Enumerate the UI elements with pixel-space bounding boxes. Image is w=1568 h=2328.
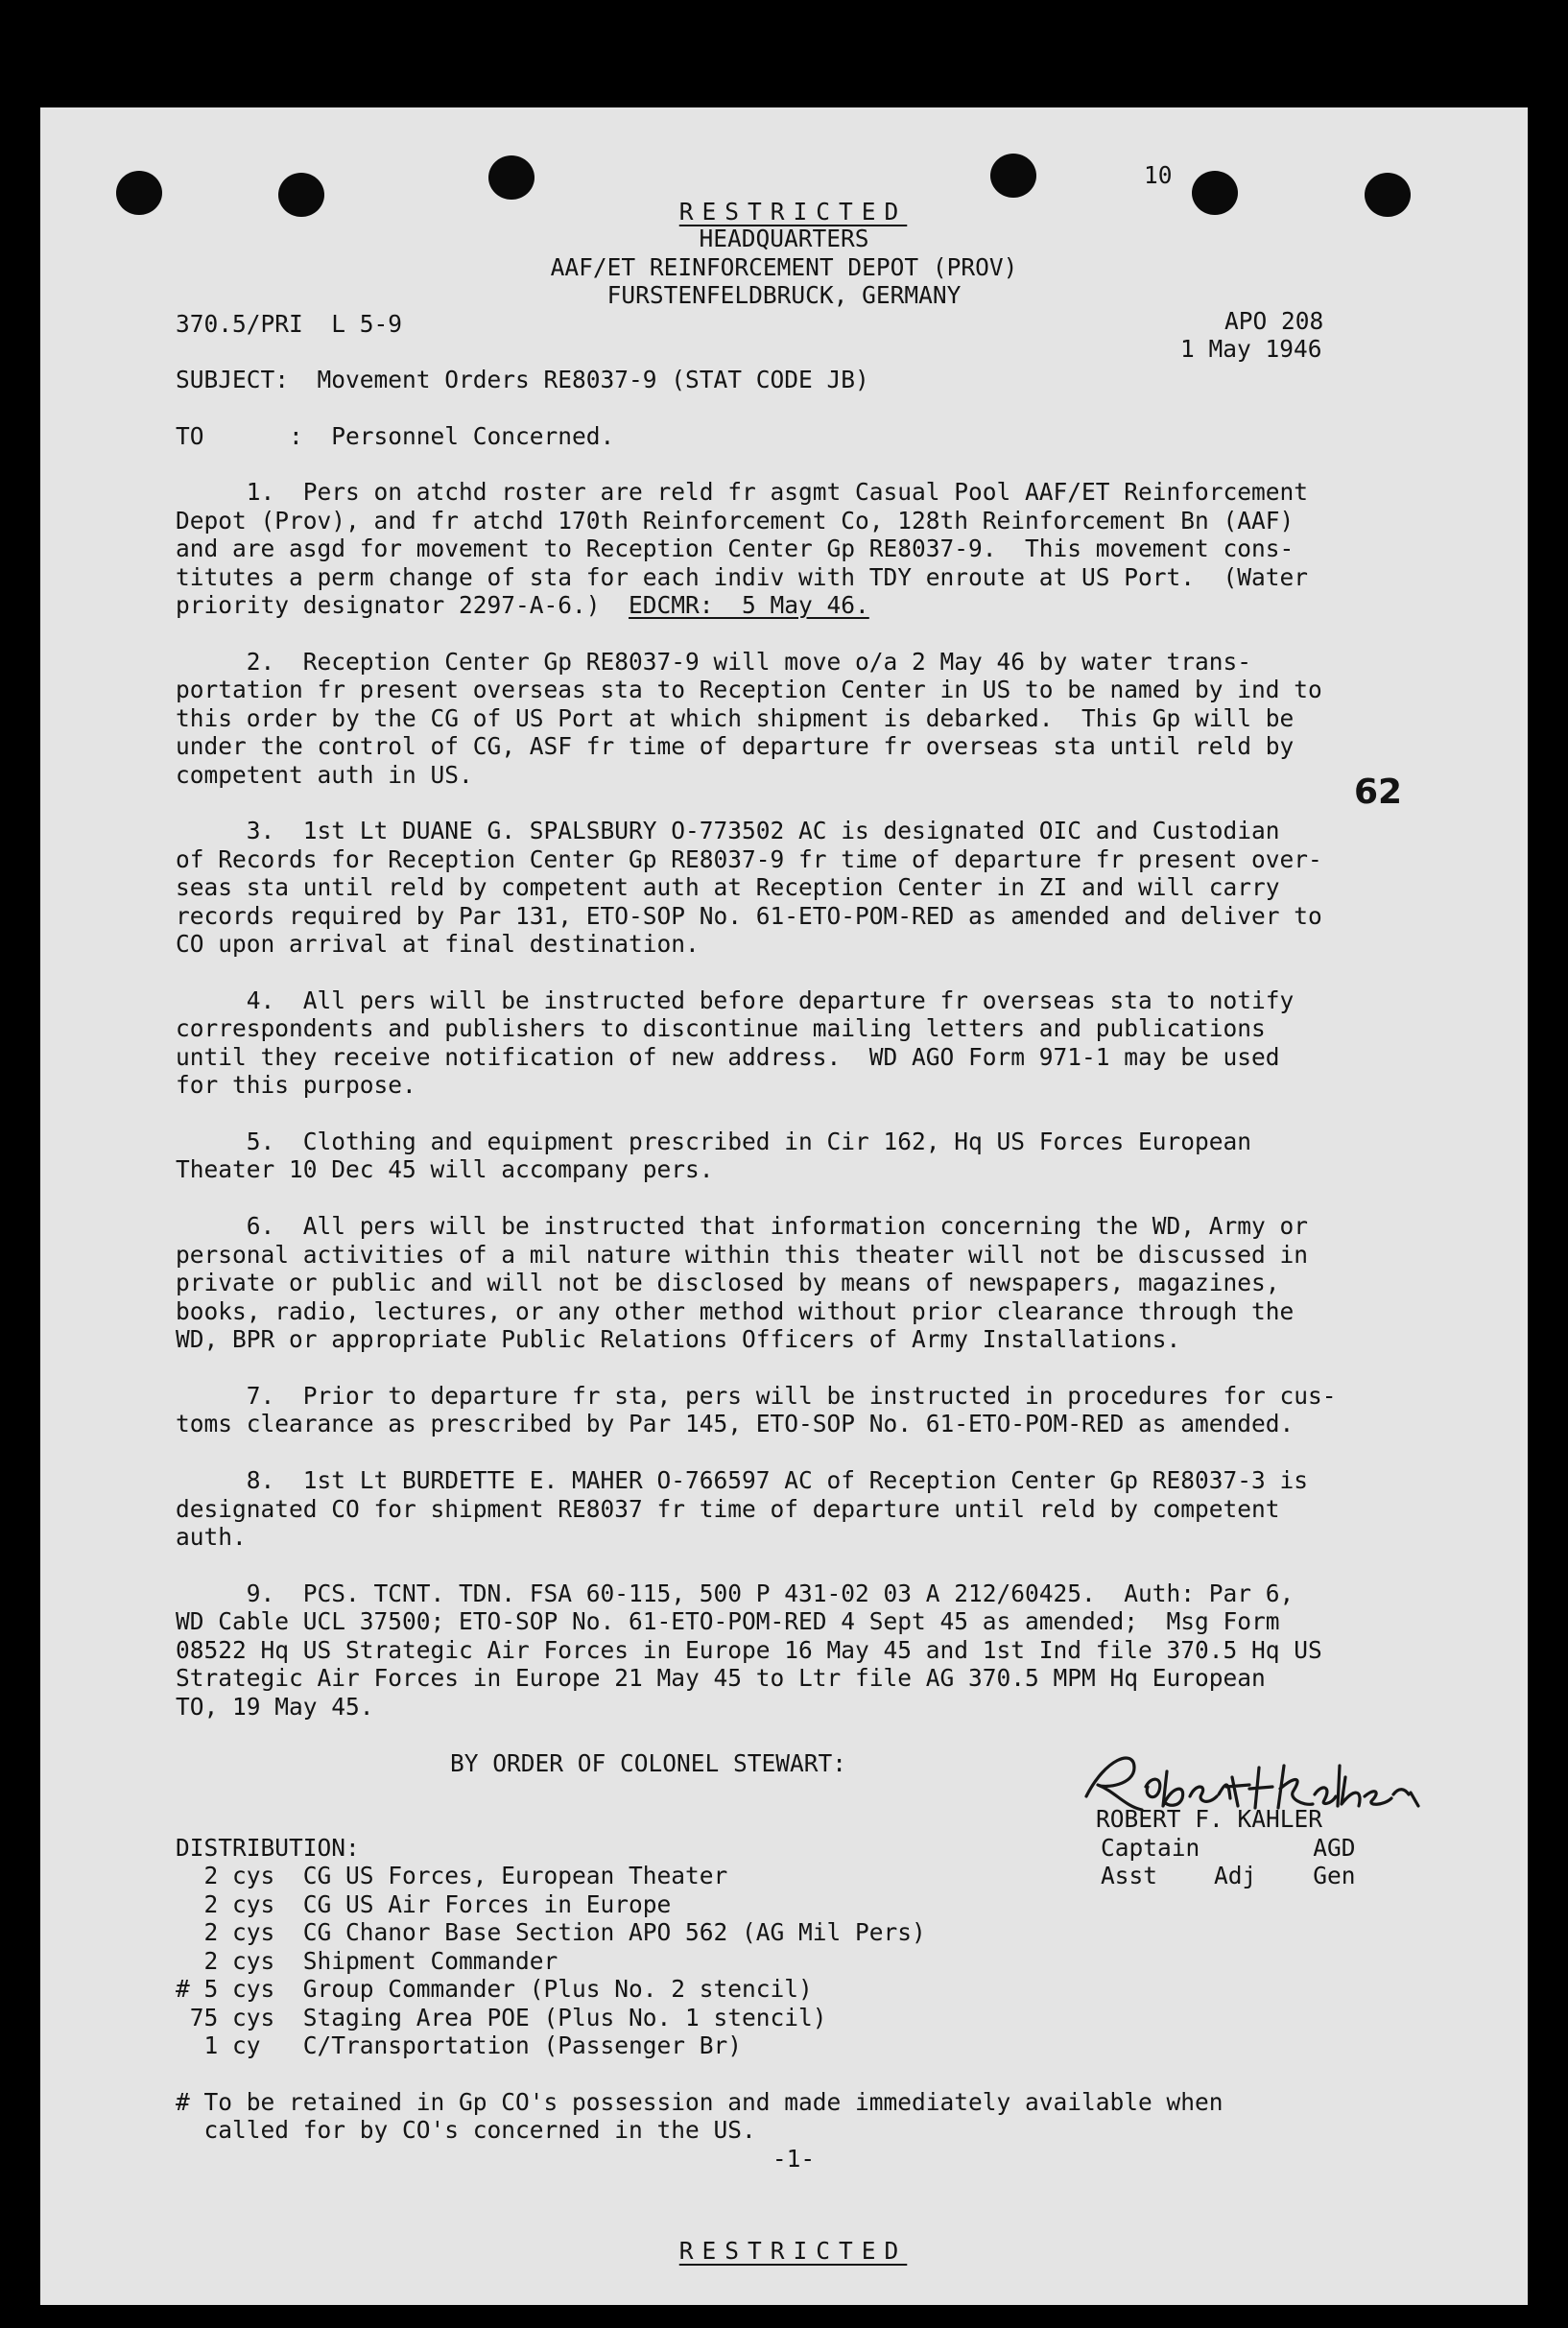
distribution-line: 2 cys CG US Forces, European Theater [176,1862,728,1889]
paragraph-line: competent auth in US. [176,761,473,789]
to-line: TO : Personnel Concerned. [176,422,615,450]
org-heading: HEADQUARTERS [699,225,869,252]
paragraph-line: 8. 1st Lt BURDETTE E. MAHER O-766597 AC of Reception Center Gp RE8037-3 is [176,1466,1309,1494]
distribution-line: 1 cy C/Transportation (Passenger Br) [176,2031,743,2059]
paragraph-line: WD, BPR or appropriate Public Relations Officers of Army Installations. [176,1325,1181,1353]
edcmr-date: EDCMR: 5 May 46. [629,591,869,619]
paragraph-line: Strategic Air Forces in Europe 21 May 45 to Ltr file AG 370.5 MPM Hq European [176,1664,1266,1692]
signer-title: Asst Adj Gen [1101,1862,1356,1889]
paragraph-line: WD Cable UCL 37500; ETO-SOP No. 61-ETO-POM-RED 4 Sept 45 as amended; Msg Form [176,1607,1280,1635]
paragraph-line: records required by Par 131, ETO-SOP No. 61-ETO-POM-RED as amended and deliver to [176,902,1322,930]
apo-number: APO 208 [1224,307,1324,335]
paragraph-line: books, radio, lectures, or any other method without prior clearance through the [176,1297,1295,1325]
paragraph-line: designated CO for shipment RE8037 fr time of departure until reld by competent [176,1495,1280,1523]
margin-number: 62 [1354,772,1403,812]
signer-name: ROBERT F. KAHLER [1096,1805,1323,1833]
distribution-heading: DISTRIBUTION: [176,1834,360,1862]
paragraph-line: 08522 Hq US Strategic Air Forces in Europe 16 May 45 and 1st Ind file 370.5 Hq US [176,1636,1322,1664]
paragraph-line: 5. Clothing and equipment prescribed in Cir 162, Hq US Forces European [176,1128,1252,1155]
priority-designator: priority designator 2297-A-6.) [176,591,630,619]
paragraph-line: Theater 10 Dec 45 will accompany pers. [176,1155,714,1183]
paragraph-line: of Records for Reception Center Gp RE8037-9 fr time of departure fr present over- [176,845,1322,873]
paragraph-line [176,591,869,619]
paragraph-line: 3. 1st Lt DUANE G. SPALSBURY O-773502 AC is designated OIC and Custodian [176,817,1280,844]
paragraph-line: auth. [176,1523,247,1551]
paragraph-line: 2. Reception Center Gp RE8037-9 will move o/a 2 May 46 by water trans- [176,648,1252,676]
distribution-line: 2 cys CG Chanor Base Section APO 562 (AG Mil Pers) [176,1918,926,1946]
footnote-line: called for by CO's concerned in the US. [176,2116,756,2144]
distribution-line: # 5 cys Group Commander (Plus No. 2 stencil) [176,1975,813,2003]
paragraph-line: TO, 19 May 45. [176,1693,374,1721]
paragraph-line: CO upon arrival at final destination. [176,930,700,958]
paragraph-line: personal activities of a mil nature within this theater will not be discussed in [176,1241,1309,1269]
signer-rank: Captain AGD [1101,1834,1356,1862]
distribution-line: 2 cys CG US Air Forces in Europe [176,1890,672,1918]
org-name: AAF/ET REINFORCEMENT DEPOT (PROV) [550,253,1018,281]
paragraph-line: until they receive notification of new address. WD AGO Form 971-1 may be used [176,1043,1280,1071]
paragraph-line: private or public and will not be disclosed by means of newspapers, magazines, [176,1269,1280,1296]
page-number: -1- [772,2145,816,2173]
paragraph-line: 7. Prior to departure fr sta, pers will be instructed in procedures for cus- [176,1382,1337,1410]
classification-top: RESTRICTED [678,198,908,226]
page-mark: 10 [1144,161,1173,189]
paragraph-line: under the control of CG, ASF fr time of departure fr overseas sta until reld by [176,732,1295,760]
subject-line: SUBJECT: Movement Orders RE8037-9 (STAT CODE JB) [176,366,869,393]
paragraph-line: for this purpose. [176,1071,416,1099]
paragraph-line: Depot (Prov), and fr atchd 170th Reinforcement Co, 128th Reinforcement Bn (AAF) [176,507,1295,534]
document-date: 1 May 1946 [1180,335,1322,363]
paragraph-line: this order by the CG of US Port at which shipment is debarked. This Gp will be [176,704,1295,732]
org-location: FURSTENFELDBRUCK, GERMANY [606,281,962,309]
file-reference: 370.5/PRI L 5-9 [176,310,403,338]
paragraph-line: 4. All pers will be instructed before departure fr overseas sta to notify [176,986,1295,1014]
footnote-line: # To be retained in Gp CO's possession and made immediately available when [176,2088,1224,2116]
distribution-line: 2 cys Shipment Commander [176,1947,558,1975]
paragraph-line: 9. PCS. TCNT. TDN. FSA 60-115, 500 P 431-02 03 A 212/60425. Auth: Par 6, [176,1580,1295,1607]
paragraph-line: titutes a perm change of sta for each indiv with TDY enroute at US Port. (Water [176,563,1309,591]
paragraph-line: 1. Pers on atchd roster are reld fr asgmt Casual Pool AAF/ET Reinforcement [176,478,1309,506]
by-order-line: BY ORDER OF COLONEL STEWART: [450,1749,847,1777]
paragraph-line: portation fr present overseas sta to Reception Center in US to be named by ind to [176,676,1322,703]
paragraph-line: toms clearance as prescribed by Par 145, ETO-SOP No. 61-ETO-POM-RED as amended. [176,1410,1295,1437]
paragraph-line: 6. All pers will be instructed that information concerning the WD, Army or [176,1212,1309,1240]
paragraph-line: correspondents and publishers to discontinue mailing letters and publications [176,1014,1266,1042]
document-page [40,107,1528,2305]
paragraph-line: seas sta until reld by competent auth at Reception Center in ZI and will carry [176,873,1280,901]
distribution-line: 75 cys Staging Area POE (Plus No. 1 stencil) [176,2004,827,2031]
classification-bottom: RESTRICTED [678,2237,908,2266]
paragraph-line: and are asgd for movement to Reception Center Gp RE8037-9. This movement cons- [176,534,1295,562]
